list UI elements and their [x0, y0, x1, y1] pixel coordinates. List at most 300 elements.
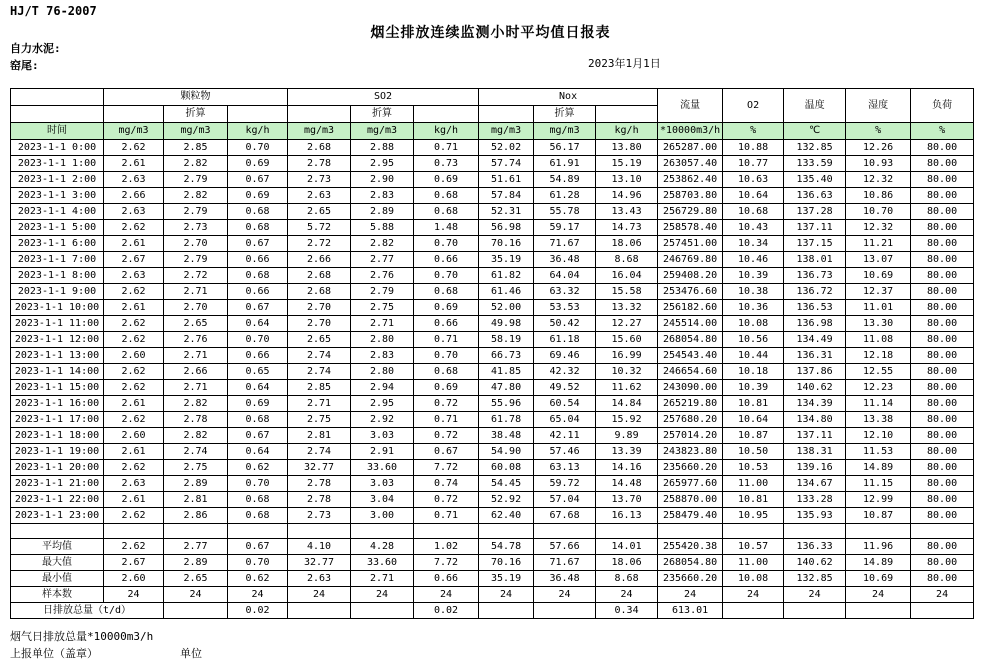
value-cell: 2.63	[288, 571, 351, 587]
value-cell: 2.88	[351, 140, 414, 156]
value-cell: 0.69	[414, 300, 479, 316]
value-cell: 57.84	[479, 188, 534, 204]
time-cell: 2023-1-1 8:00	[11, 268, 104, 284]
time-cell: 2023-1-1 18:00	[11, 428, 104, 444]
header-group-so2: SO2	[288, 89, 479, 106]
value-cell: 254543.40	[658, 348, 723, 364]
value-cell: 33.60	[351, 555, 414, 571]
time-cell: 2023-1-1 19:00	[11, 444, 104, 460]
value-cell: 136.53	[784, 300, 846, 316]
time-cell: 2023-1-1 20:00	[11, 460, 104, 476]
unit-cell: kg/h	[228, 123, 288, 140]
value-cell: 61.91	[534, 156, 596, 172]
daily-total-label-cell: 日排放总量（t/d）	[11, 603, 164, 619]
value-cell: 80.00	[911, 476, 974, 492]
empty-cell	[228, 106, 288, 123]
time-cell: 2023-1-1 14:00	[11, 364, 104, 380]
value-cell: 11.53	[846, 444, 911, 460]
value-cell: 2.94	[351, 380, 414, 396]
value-cell: 2.79	[164, 172, 228, 188]
value-cell	[846, 603, 911, 619]
value-cell	[351, 603, 414, 619]
value-cell: 243823.80	[658, 444, 723, 460]
value-cell: 24	[911, 587, 974, 603]
value-cell: 2.80	[351, 332, 414, 348]
value-cell: 11.00	[723, 555, 784, 571]
report-table	[10, 88, 974, 619]
value-cell: 14.73	[596, 220, 658, 236]
value-cell: 11.15	[846, 476, 911, 492]
value-cell: 57.74	[479, 156, 534, 172]
value-cell: 0.70	[228, 555, 288, 571]
value-cell: 80.00	[911, 428, 974, 444]
unit-cell: mg/m3	[351, 123, 414, 140]
value-cell: 0.68	[228, 492, 288, 508]
value-cell: 10.39	[723, 268, 784, 284]
value-cell: 0.66	[228, 252, 288, 268]
value-cell: 2.68	[288, 140, 351, 156]
header-humidity: 湿度	[846, 89, 911, 123]
value-cell: 55.78	[534, 204, 596, 220]
value-cell: 10.88	[723, 140, 784, 156]
empty-cell	[911, 524, 974, 539]
value-cell: 10.77	[723, 156, 784, 172]
value-cell: 24	[414, 587, 479, 603]
time-cell: 2023-1-1 11:00	[11, 316, 104, 332]
value-cell: 80.00	[911, 300, 974, 316]
value-cell: 10.46	[723, 252, 784, 268]
value-cell: 5.88	[351, 220, 414, 236]
value-cell: 24	[723, 587, 784, 603]
value-cell: 2.82	[164, 156, 228, 172]
value-cell: 80.00	[911, 204, 974, 220]
value-cell: 132.85	[784, 140, 846, 156]
value-cell: 255420.38	[658, 539, 723, 555]
empty-cell	[11, 524, 104, 539]
value-cell: 42.11	[534, 428, 596, 444]
value-cell: 256729.80	[658, 204, 723, 220]
value-cell: 10.63	[723, 172, 784, 188]
value-cell: 2.65	[164, 571, 228, 587]
value-cell: 24	[846, 587, 911, 603]
value-cell: 268054.80	[658, 555, 723, 571]
value-cell: 134.49	[784, 332, 846, 348]
value-cell: 80.00	[911, 412, 974, 428]
value-cell: 2.63	[104, 204, 164, 220]
value-cell: 2.74	[288, 348, 351, 364]
value-cell: 2.78	[288, 156, 351, 172]
value-cell: 52.00	[479, 300, 534, 316]
value-cell: 257451.00	[658, 236, 723, 252]
value-cell: 138.31	[784, 444, 846, 460]
value-cell: 8.68	[596, 252, 658, 268]
value-cell: 2.61	[104, 492, 164, 508]
value-cell: 12.10	[846, 428, 911, 444]
value-cell: 10.32	[596, 364, 658, 380]
value-cell: 235660.20	[658, 571, 723, 587]
table-row	[11, 396, 974, 412]
value-cell: 2.71	[164, 348, 228, 364]
unit-cell: %	[723, 123, 784, 140]
table-row	[11, 444, 974, 460]
value-cell: 136.31	[784, 348, 846, 364]
empty-cell	[288, 524, 351, 539]
summary-row	[11, 539, 974, 555]
value-cell: 2.82	[164, 396, 228, 412]
value-cell: 132.85	[784, 571, 846, 587]
value-cell: 0.68	[228, 220, 288, 236]
flue-gas-total-note: 烟气日排放总量*10000m3/h	[10, 630, 154, 643]
time-cell: 2023-1-1 7:00	[11, 252, 104, 268]
table-row	[11, 188, 974, 204]
value-cell: 13.30	[846, 316, 911, 332]
empty-cell	[414, 524, 479, 539]
value-cell: 263057.40	[658, 156, 723, 172]
empty-cell	[784, 524, 846, 539]
value-cell: 12.32	[846, 172, 911, 188]
data-rows	[11, 140, 974, 619]
value-cell: 2.89	[164, 555, 228, 571]
header-group-nox: Nox	[479, 89, 658, 106]
table-row	[11, 268, 974, 284]
value-cell: 2.81	[164, 492, 228, 508]
value-cell	[164, 603, 228, 619]
value-cell: 2.61	[104, 396, 164, 412]
value-cell: 0.34	[596, 603, 658, 619]
table-row	[11, 492, 974, 508]
value-cell: 246769.80	[658, 252, 723, 268]
summary-row	[11, 555, 974, 571]
value-cell: 14.96	[596, 188, 658, 204]
value-cell: 138.01	[784, 252, 846, 268]
value-cell: 2.71	[288, 396, 351, 412]
value-cell: 1.48	[414, 220, 479, 236]
table-row	[11, 172, 974, 188]
unit-cell: %	[846, 123, 911, 140]
value-cell: 2.62	[104, 364, 164, 380]
value-cell: 33.60	[351, 460, 414, 476]
value-cell: 2.85	[288, 380, 351, 396]
value-cell: 2.62	[104, 539, 164, 555]
summary-row	[11, 571, 974, 587]
value-cell: 54.45	[479, 476, 534, 492]
value-cell: 258703.80	[658, 188, 723, 204]
value-cell: 53.53	[534, 300, 596, 316]
value-cell: 2.77	[164, 539, 228, 555]
value-cell: 38.48	[479, 428, 534, 444]
time-cell: 2023-1-1 9:00	[11, 284, 104, 300]
value-cell: 24	[288, 587, 351, 603]
value-cell: 11.62	[596, 380, 658, 396]
value-cell: 10.64	[723, 412, 784, 428]
value-cell: 10.64	[723, 188, 784, 204]
header-o2: O2	[723, 89, 784, 123]
empty-cell	[596, 524, 658, 539]
value-cell: 0.74	[414, 476, 479, 492]
value-cell: 32.77	[288, 555, 351, 571]
value-cell: 245514.00	[658, 316, 723, 332]
time-cell: 2023-1-1 22:00	[11, 492, 104, 508]
value-cell: 36.48	[534, 571, 596, 587]
value-cell: 259408.20	[658, 268, 723, 284]
value-cell: 139.16	[784, 460, 846, 476]
value-cell: 136.98	[784, 316, 846, 332]
value-cell: 10.81	[723, 396, 784, 412]
value-cell	[723, 603, 784, 619]
time-cell: 2023-1-1 2:00	[11, 172, 104, 188]
value-cell: 2.75	[351, 300, 414, 316]
value-cell: 12.18	[846, 348, 911, 364]
unit-cell: kg/h	[414, 123, 479, 140]
time-cell: 2023-1-1 10:00	[11, 300, 104, 316]
header-load: 负荷	[911, 89, 974, 123]
value-cell: 2.91	[351, 444, 414, 460]
value-cell: 0.73	[414, 156, 479, 172]
value-cell: 2.73	[288, 172, 351, 188]
unit-label: 单位	[180, 647, 202, 660]
value-cell: 133.28	[784, 492, 846, 508]
time-cell: 2023-1-1 12:00	[11, 332, 104, 348]
value-cell	[534, 603, 596, 619]
value-cell: 2.76	[164, 332, 228, 348]
empty-cell	[846, 524, 911, 539]
value-cell: 58.19	[479, 332, 534, 348]
value-cell: 253476.60	[658, 284, 723, 300]
value-cell: 11.00	[723, 476, 784, 492]
value-cell: 32.77	[288, 460, 351, 476]
value-cell: 80.00	[911, 492, 974, 508]
value-cell: 2.63	[104, 172, 164, 188]
value-cell: 2.70	[288, 300, 351, 316]
value-cell: 10.08	[723, 316, 784, 332]
value-cell: 0.68	[228, 508, 288, 524]
value-cell: 258479.40	[658, 508, 723, 524]
value-cell: 257014.20	[658, 428, 723, 444]
value-cell: 2.61	[104, 156, 164, 172]
summary-label-cell: 最小值	[11, 571, 104, 587]
value-cell: 24	[104, 587, 164, 603]
value-cell: 36.48	[534, 252, 596, 268]
value-cell: 67.68	[534, 508, 596, 524]
empty-cell	[288, 106, 351, 123]
value-cell: 0.72	[414, 492, 479, 508]
table-row	[11, 428, 974, 444]
value-cell: 13.07	[846, 252, 911, 268]
value-cell: 2.79	[351, 284, 414, 300]
value-cell: 59.72	[534, 476, 596, 492]
value-cell: 135.40	[784, 172, 846, 188]
value-cell: 10.70	[846, 204, 911, 220]
unit-cell: kg/h	[596, 123, 658, 140]
value-cell: 7.72	[414, 555, 479, 571]
table-row	[11, 364, 974, 380]
value-cell: 0.70	[414, 268, 479, 284]
value-cell: 2.75	[164, 460, 228, 476]
value-cell: 12.55	[846, 364, 911, 380]
time-cell: 2023-1-1 15:00	[11, 380, 104, 396]
value-cell: 0.71	[414, 332, 479, 348]
value-cell: 14.89	[846, 555, 911, 571]
value-cell: 258870.00	[658, 492, 723, 508]
value-cell: 24	[596, 587, 658, 603]
table-row	[11, 380, 974, 396]
table-row	[11, 236, 974, 252]
value-cell: 136.72	[784, 284, 846, 300]
value-cell: 11.96	[846, 539, 911, 555]
value-cell: 0.66	[414, 571, 479, 587]
value-cell: 2.80	[351, 364, 414, 380]
value-cell: 2.83	[351, 188, 414, 204]
value-cell: 133.59	[784, 156, 846, 172]
daily-total-row	[11, 603, 974, 619]
value-cell: 8.68	[596, 571, 658, 587]
value-cell: 0.67	[414, 444, 479, 460]
time-cell: 2023-1-1 16:00	[11, 396, 104, 412]
value-cell: 2.66	[164, 364, 228, 380]
value-cell: 24	[534, 587, 596, 603]
value-cell: 18.06	[596, 555, 658, 571]
value-cell: 135.93	[784, 508, 846, 524]
table-row	[11, 316, 974, 332]
value-cell: 2.60	[104, 428, 164, 444]
time-cell: 2023-1-1 3:00	[11, 188, 104, 204]
value-cell: 2.78	[288, 492, 351, 508]
value-cell: 0.68	[228, 268, 288, 284]
value-cell: 52.92	[479, 492, 534, 508]
value-cell: 2.62	[104, 460, 164, 476]
value-cell: 2.67	[104, 555, 164, 571]
value-cell: 42.32	[534, 364, 596, 380]
value-cell: 2.89	[164, 476, 228, 492]
value-cell: 14.48	[596, 476, 658, 492]
corner-cell	[11, 89, 104, 106]
value-cell: 0.71	[414, 508, 479, 524]
value-cell	[479, 603, 534, 619]
value-cell: 10.68	[723, 204, 784, 220]
time-cell: 2023-1-1 5:00	[11, 220, 104, 236]
summary-row	[11, 587, 974, 603]
value-cell: 80.00	[911, 284, 974, 300]
value-cell: 0.69	[414, 380, 479, 396]
value-cell: 14.84	[596, 396, 658, 412]
value-cell: 56.17	[534, 140, 596, 156]
time-cell: 2023-1-1 6:00	[11, 236, 104, 252]
value-cell: 2.63	[104, 268, 164, 284]
value-cell: 2.82	[164, 188, 228, 204]
value-cell: 80.00	[911, 380, 974, 396]
value-cell: 2.61	[104, 300, 164, 316]
value-cell: 16.99	[596, 348, 658, 364]
value-cell: 47.80	[479, 380, 534, 396]
value-cell: 2.78	[164, 412, 228, 428]
value-cell: 265977.60	[658, 476, 723, 492]
value-cell: 11.01	[846, 300, 911, 316]
value-cell: 2.68	[288, 268, 351, 284]
value-cell: 0.68	[228, 412, 288, 428]
value-cell: 10.50	[723, 444, 784, 460]
value-cell: 54.89	[534, 172, 596, 188]
value-cell: 268054.80	[658, 332, 723, 348]
value-cell: 2.62	[104, 380, 164, 396]
value-cell: 80.00	[911, 460, 974, 476]
value-cell: 71.67	[534, 236, 596, 252]
value-cell: 0.64	[228, 380, 288, 396]
value-cell: 0.70	[228, 476, 288, 492]
value-cell: 0.62	[228, 571, 288, 587]
value-cell: 61.82	[479, 268, 534, 284]
table-row	[11, 348, 974, 364]
value-cell: 61.46	[479, 284, 534, 300]
value-cell: 136.73	[784, 268, 846, 284]
value-cell: 13.39	[596, 444, 658, 460]
value-cell: 12.23	[846, 380, 911, 396]
value-cell: 3.03	[351, 476, 414, 492]
value-cell: 0.72	[414, 396, 479, 412]
value-cell: 2.62	[104, 284, 164, 300]
value-cell: 0.72	[414, 428, 479, 444]
empty-cell	[11, 106, 104, 123]
converted-label-so2: 折算	[351, 106, 414, 123]
value-cell	[911, 603, 974, 619]
value-cell: 52.02	[479, 140, 534, 156]
value-cell: 10.44	[723, 348, 784, 364]
value-cell: 64.04	[534, 268, 596, 284]
value-cell: 13.38	[846, 412, 911, 428]
value-cell: 265287.00	[658, 140, 723, 156]
value-cell: 80.00	[911, 156, 974, 172]
value-cell: 13.10	[596, 172, 658, 188]
value-cell: 52.31	[479, 204, 534, 220]
value-cell: 3.00	[351, 508, 414, 524]
report-date: 2023年1月1日	[588, 57, 661, 70]
value-cell: 4.28	[351, 539, 414, 555]
value-cell: 70.16	[479, 555, 534, 571]
value-cell: 35.19	[479, 571, 534, 587]
value-cell: 80.00	[911, 252, 974, 268]
value-cell: 140.62	[784, 555, 846, 571]
value-cell: 13.80	[596, 140, 658, 156]
value-cell: 60.08	[479, 460, 534, 476]
table-row	[11, 476, 974, 492]
value-cell: 137.11	[784, 220, 846, 236]
value-cell: 10.69	[846, 268, 911, 284]
value-cell: 15.92	[596, 412, 658, 428]
value-cell: 2.81	[288, 428, 351, 444]
value-cell: 2.76	[351, 268, 414, 284]
value-cell: 65.04	[534, 412, 596, 428]
value-cell: 80.00	[911, 539, 974, 555]
value-cell: 2.65	[164, 316, 228, 332]
value-cell: 134.67	[784, 476, 846, 492]
value-cell: 0.02	[228, 603, 288, 619]
value-cell: 66.73	[479, 348, 534, 364]
value-cell: 11.21	[846, 236, 911, 252]
value-cell: 12.26	[846, 140, 911, 156]
value-cell: 54.78	[479, 539, 534, 555]
value-cell: 80.00	[911, 508, 974, 524]
empty-cell	[658, 524, 723, 539]
value-cell: 71.67	[534, 555, 596, 571]
value-cell: 2.66	[288, 252, 351, 268]
value-cell: 15.19	[596, 156, 658, 172]
value-cell: 2.90	[351, 172, 414, 188]
value-cell: 10.53	[723, 460, 784, 476]
value-cell: 59.17	[534, 220, 596, 236]
standard-code: HJ/T 76-2007	[10, 4, 97, 18]
value-cell: 61.78	[479, 412, 534, 428]
unit-cell: mg/m3	[164, 123, 228, 140]
empty-cell	[351, 524, 414, 539]
